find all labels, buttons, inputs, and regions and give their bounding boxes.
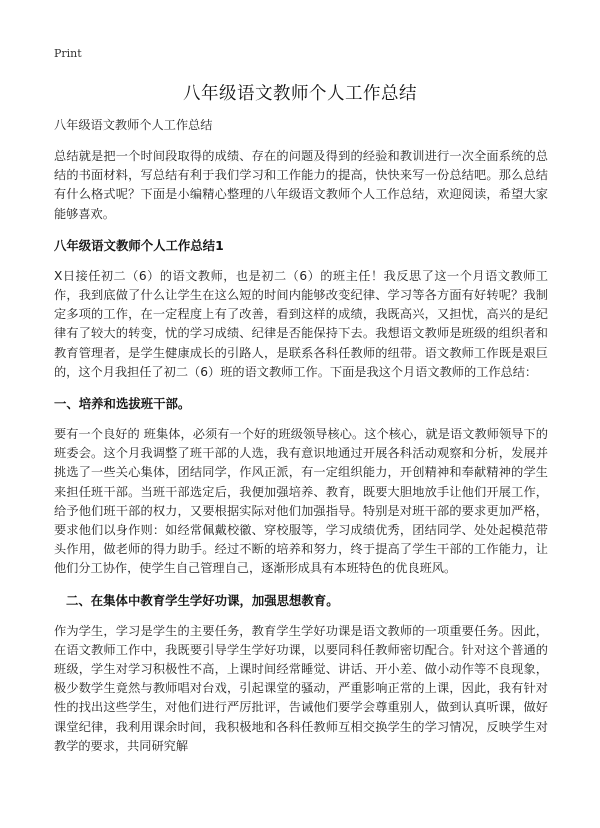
paragraph-one: 要有一个良好的 班集体，必须有一个好的班级领导核心。这个核心，就是语文教师领导下的班委会。这个月我调整了班干部的人选，我有意识地通过开展各科活动观察和分析，发展并挑选了一些关心集体，团结同学，作风正派，有一定组织能力，开创精神和奉献精神的学生来担任班干部。当班干部选定后，我便加强培养、教育，既要大胆地放手让他们开展工作，给予他们班干部的权力，又要根据实际对他们加强指导。特别是对班干部的要求更加严格，要求他们以身作则：如经常佩戴校徽、穿校服等，学习成绩优秀，团结同学、处处起模范带头作用，做老师的得力助手。经过不断的培养和努力，终于提高了学生干部的工作能力，让他们分工协作，使学生自己管理自己，逐渐形成具有本班特色的优良班风。 <box>54 427 548 576</box>
section-intro-paragraph: X日接任初二（6）的语文教师，也是初二（6）的班主任！我反思了这一个月语文教师工作，我到底做了什么让学生在这么短的时间内能够改变纪律、学习等各方面有好转呢？我制定多项的工作，在一定程度上有了改善，看到这样的成绩，我既高兴，又担忧，高兴的是纪律有了较大的转变，忧的学习成绩、纪律是否能保持下去。我想语文教师是班级的组织者和教育管理者，是学生健康成长的引路人，是联系各科任教师的纽带。语文教师工作既是艰巨的，这个月我担任了初二（6）班的语文教师工作。下面是我这个月语文教师的工作总结： <box>54 268 548 379</box>
section-title: 八年级语文教师个人工作总结1 <box>54 237 224 253</box>
heading-one: 一、培养和选拔班干部。 <box>54 396 191 412</box>
heading-two: 二、在集体中教育学生学好功课，加强思想教育。 <box>66 592 339 608</box>
print-link[interactable]: Print <box>54 47 82 60</box>
document-subtitle: 八年级语文教师个人工作总结 <box>54 118 213 132</box>
document-body <box>54 116 548 768</box>
page-title: 八年级语文教师个人工作总结 <box>183 84 417 104</box>
intro-paragraph: 总结就是把一个时间段取得的成绩、存在的问题及得到的经验和教训进行一次全面系统的总结的书面材料，写总结有利于我们学习和工作能力的提高，快快来写一份总结吧。那么总结有什么格式呢？下面是小编精心整理的八年级语文教师个人工作总结，欢迎阅读，希望大家能够喜欢。 <box>54 149 548 221</box>
paragraph-two: 作为学生，学习是学生的主要任务，教育学生学好功课是语文教师的一项重要任务。因此，在语文教师工作中，我既要引导学生学好功课，以要同科任教师密切配合。针对这个普通的班级，学生对学习积极性不高，上课时间经常睡觉、讲话、开小差、做小动作等不良现象，极少数学生竟然与教师唱对台戏，引起课堂的骚动，严重影响正常的上课，因此，我有针对性的找出这些学生，对他们进行严厉批评，告诫他们要学会尊重别人，做到认真听课，做好课堂纪律，我利用课余时间，我积极地和各科任教师互相交换学生的学习情况，反映学生对教学的要求，共同研究解 <box>54 623 548 753</box>
